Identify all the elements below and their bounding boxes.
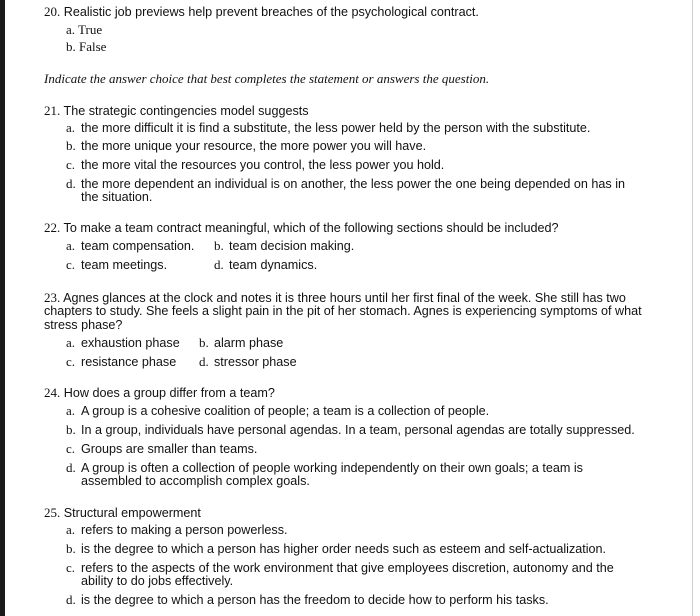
question-21-option-c[interactable]: c. the more vital the resources you control, the less power you hold.	[66, 157, 445, 172]
question-24-option-d[interactable]: d. A group is often a collection of people working independently on their own goals; a team is	[66, 460, 583, 475]
question-24-option-a[interactable]: a. A group is a cohesive coalition of people; a team is a collection of people.	[66, 403, 490, 418]
question-23-option-c[interactable]: c. resistance phase	[66, 354, 177, 369]
question-25-option-c-cont: ability to do jobs effectively.	[81, 574, 234, 588]
question-21-option-d-cont: the situation.	[81, 190, 153, 204]
question-25-option-b[interactable]: b. is the degree to which a person has higher order needs such as esteem and self-actualization.	[66, 541, 607, 556]
question-23-option-a[interactable]: a. exhaustion phase	[66, 335, 180, 350]
question-23-stem-line3: stress phase?	[44, 318, 123, 332]
right-border	[692, 0, 693, 616]
stem-text: Realistic job previews help prevent breaches of the psychological contract.	[63, 5, 479, 19]
question-22-option-d[interactable]: d. team dynamics.	[214, 257, 318, 272]
question-22-stem: 22. To make a team contract meaningful, which of the following sections should be included?	[44, 220, 559, 235]
question-23-option-d[interactable]: d. stressor phase	[199, 354, 297, 369]
question-23-option-b[interactable]: b. alarm phase	[199, 335, 284, 350]
question-22-option-b[interactable]: b. team decision making.	[214, 238, 355, 253]
question-21-option-d[interactable]: d. the more dependent an individual is on another, the less power the one being depended on has in	[66, 176, 626, 191]
instruction-text: Indicate the answer choice that best completes the statement or answers the question.	[44, 71, 490, 86]
question-22-option-c[interactable]: c. team meetings.	[66, 257, 168, 272]
question-20-stem	[44, 4, 479, 20]
question-25-option-c[interactable]: c. refers to the aspects of the work environment that give employees discretion, autonomy and the	[66, 560, 614, 575]
question-23-stem: 23. Agnes glances at the clock and notes it is three hours until her first final of the week. She still has two	[44, 290, 626, 305]
question-25-option-d[interactable]: d. is the degree to which a person has the freedom to decide how to perform his tasks.	[66, 592, 549, 607]
question-20-option-b[interactable]: b. False	[66, 39, 107, 54]
question-24-option-c[interactable]: c. Groups are smaller than teams.	[66, 441, 258, 456]
question-25-stem: 25. Structural empowerment	[44, 505, 201, 520]
left-border	[0, 0, 5, 616]
question-20-option-a[interactable]: a. True	[66, 22, 103, 37]
question-22-option-a[interactable]: a. team compensation.	[66, 238, 195, 253]
question-number: 20.	[44, 4, 61, 19]
question-23-stem-line2: chapters to study. She feels a slight pain in the pit of her stomach. Agnes is experiencing symptoms of what	[44, 304, 642, 318]
question-24-option-b[interactable]: b. In a group, individuals have personal agendas. In a team, personal agendas are totally suppressed.	[66, 422, 635, 437]
question-25-option-a[interactable]: a. refers to making a person powerless.	[66, 522, 288, 537]
question-21-option-b[interactable]: b. the more unique your resource, the more power you will have.	[66, 138, 427, 153]
question-21-option-a[interactable]: a. the more difficult it is find a substitute, the less power held by the person with the substitute.	[66, 120, 591, 135]
question-21-stem: 21. The strategic contingencies model suggests	[44, 103, 309, 118]
question-24-stem: 24. How does a group differ from a team?	[44, 385, 275, 400]
question-24-option-d-cont: assembled to accomplish complex goals.	[81, 474, 310, 488]
